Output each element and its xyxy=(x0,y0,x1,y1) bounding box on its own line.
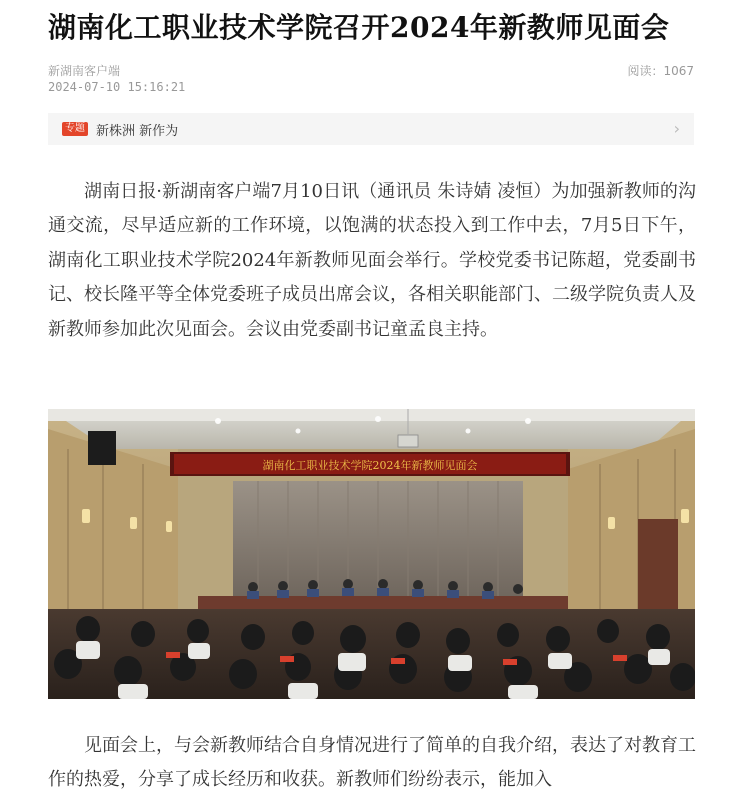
topic-name[interactable]: 新株洲 新作为 xyxy=(96,123,179,139)
chevron-right-icon[interactable]: › xyxy=(673,119,680,138)
article-paragraph-2: 见面会上，与会新教师结合自身情况进行了简单的自我介绍，表达了对教育工作的热爱，分享了成长经历和收获。新教师们纷纷表示，能加入 xyxy=(48,735,696,791)
topic-bar[interactable] xyxy=(48,113,694,145)
meeting-photo xyxy=(48,409,695,699)
source-label[interactable]: 新湖南客户端 xyxy=(48,64,121,78)
meeting-photo-svg xyxy=(48,409,695,699)
publish-date: 2024-07-10 15:16:21 xyxy=(48,80,186,94)
article-title: 湖南化工职业技术学院召开2024年新教师见面会 xyxy=(48,11,670,44)
article-paragraph-1: 湖南日报·新湖南客户端7月10日讯（通讯员 朱诗婧 凌恒）为加强新教师的沟通交流，尽早适应新的工作环境，以饱满的状态投入到工作中去，7月5日下午，湖南化工职业技术学院2024年新教师见面会举行。学校党委书记陈超，党委副书记、校长隆平等全体党委班子成员出席会议，各相关职能部门、二级学院负责人及新教师参加此次见面会。会议由党委副书记童孟良主持。 xyxy=(48,181,696,340)
banner-text: 湖南化工职业技术学院2024年新教师见面会 xyxy=(262,459,478,472)
read-count: 阅读：1067 xyxy=(627,64,694,78)
topic-badge: 专题 xyxy=(62,122,88,136)
